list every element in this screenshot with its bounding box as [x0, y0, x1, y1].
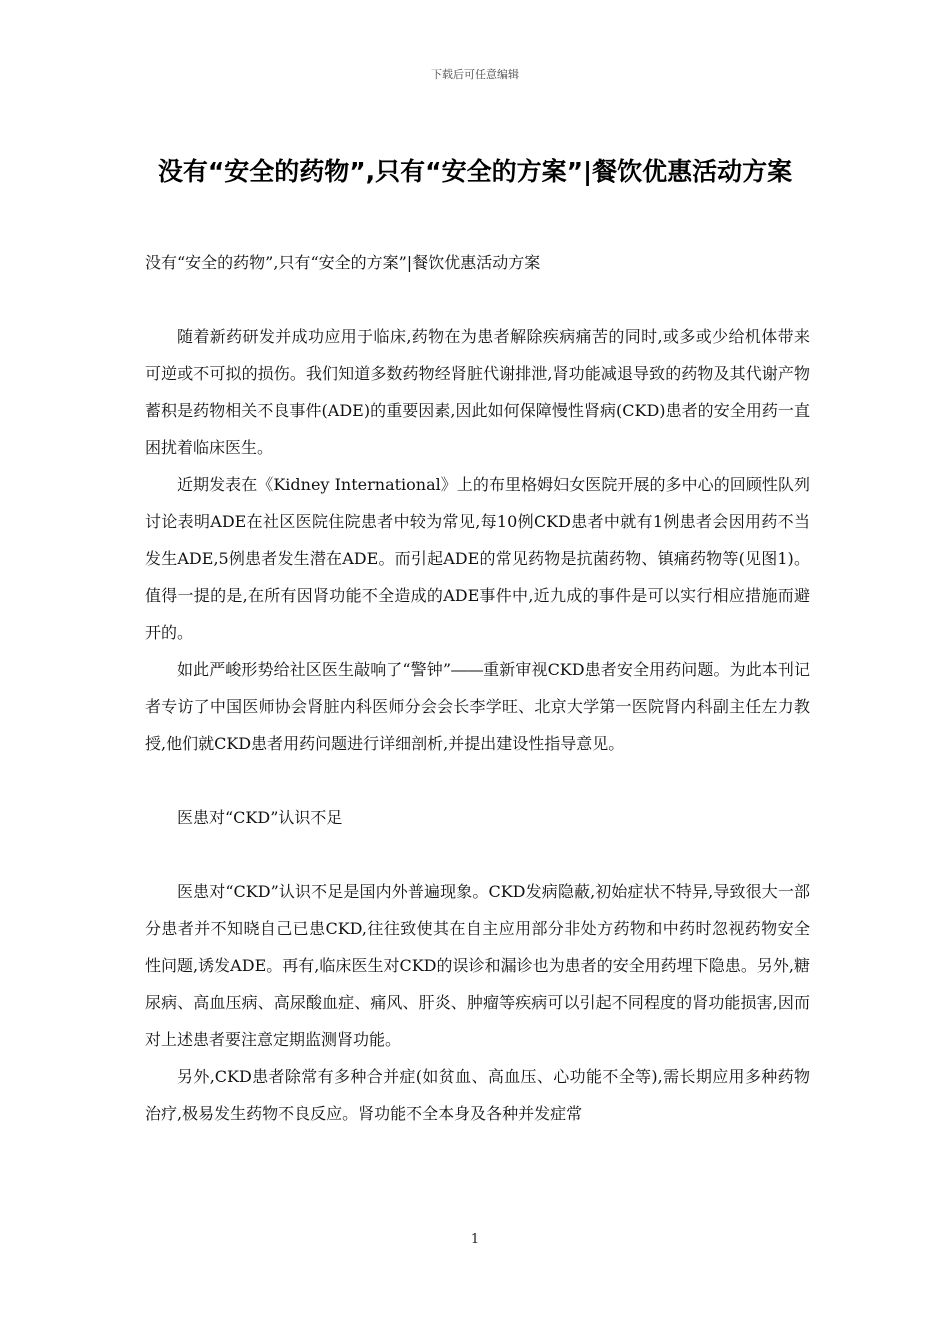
- paragraph: 如此严峻形势给社区医生敲响了“警钟”――重新审视CKD患者安全用药问题。为此本刊记者专访了中国医师协会肾脏内科医师分会会长李学旺、北京大学第一医院肾内科副主任左力教授,他们就CKD患者用药问题进行详细剖析,并提出建设性指导意见。: [145, 660, 810, 753]
- document-subtitle: 没有“安全的药物”,只有“安全的方案”|餐饮优惠活动方案: [145, 253, 541, 272]
- document-body: [145, 318, 810, 1132]
- spacer: [145, 762, 810, 799]
- paragraph: 近期发表在《Kidney International》上的布里格姆妇女医院开展的多中心的回顾性队列讨论表明ADE在社区医院住院患者中较为常见,每10例CKD患者中就有1例患者会因用药不当发生ADE,5例患者发生潜在ADE。而引起ADE的常见药物是抗菌药物、镇痛药物等(见图1)。值得一提的是,在所有因肾功能不全造成的ADE事件中,近九成的事件是可以实行相应措施而避开的。: [145, 475, 810, 642]
- spacer: [145, 836, 810, 873]
- paragraph: 另外,CKD患者除常有多种合并症(如贫血、高血压、心功能不全等),需长期应用多种药物治疗,极易发生药物不良反应。肾功能不全本身及各种并发症常: [145, 1067, 810, 1123]
- header-note: 下载后可任意编辑: [431, 68, 519, 81]
- paragraph: 随着新药研发并成功应用于临床,药物在为患者解除疾病痛苦的同时,或多或少给机体带来可逆或不可拟的损伤。我们知道多数药物经肾脏代谢排泄,肾功能减退导致的药物及其代谢产物蓄积是药物相关不良事件(ADE)的重要因素,因此如何保障慢性肾病(CKD)患者的安全用药一直困扰着临床医生。: [145, 327, 810, 457]
- paragraph: 医患对“CKD”认识不足是国内外普遍现象。CKD发病隐蔽,初始症状不特异,导致很大一部分患者并不知晓自己已患CKD,往往致使其在自主应用部分非处方药物和中药时忽视药物安全性问题,诱发ADE。再有,临床医生对CKD的误诊和漏诊也为患者的安全用药埋下隐患。另外,糖尿病、高血压病、高尿酸血症、痛风、肝炎、肿瘤等疾病可以引起不同程度的肾功能损害,因而对上述患者要注意定期监测肾功能。: [145, 882, 810, 1049]
- document-title: 没有“安全的药物”,只有“安全的方案”|餐饮优惠活动方案: [157, 157, 793, 186]
- section-heading: 医患对“CKD”认识不足: [177, 808, 343, 827]
- page-number: 1: [470, 1232, 480, 1247]
